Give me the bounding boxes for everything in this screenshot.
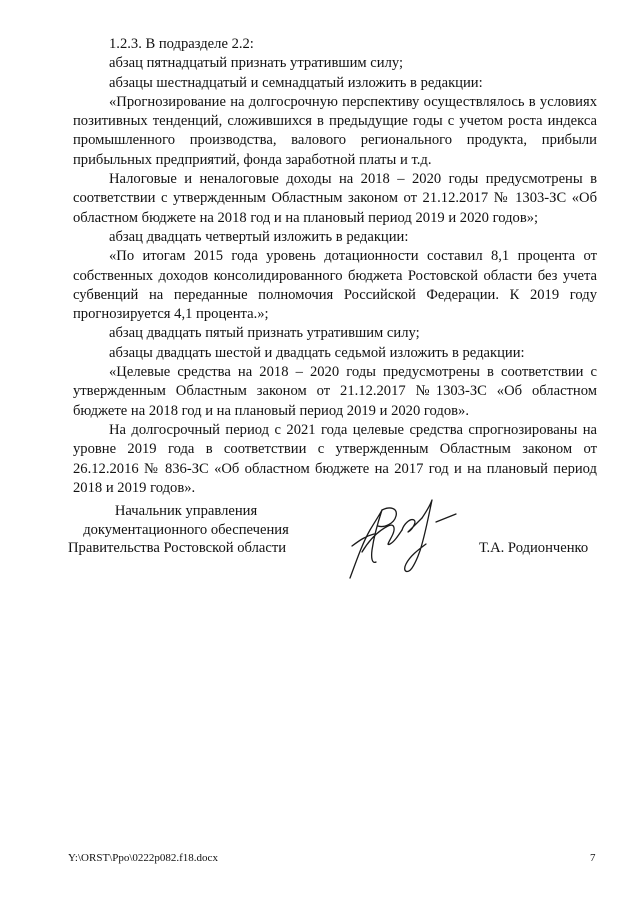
footer-page-number: 7 bbox=[590, 852, 596, 864]
position-line: документационного обеспечения bbox=[83, 521, 289, 538]
paragraph-amendment: абзацы двадцать шестой и двадцать седьмой изложить в редакции: bbox=[109, 344, 525, 361]
paragraph-amendment: абзацы шестнадцатый и семнадцатый изложить в редакции: bbox=[109, 74, 483, 91]
position-line: Начальник управления bbox=[114, 503, 258, 519]
paragraph-amendment: абзац двадцать пятый признать утратившим силу; bbox=[109, 325, 420, 342]
paragraph-quoted-text: «Прогнозирование на долгосрочную перспективу осуществлялось в условиях позитивных тенденций, сложившихся в предыдущие годы с учетом роста индекса промышленного производства, валового регионального продукта, прибыли прибыльных предприятий, фонда заработной платы и т.д. bbox=[73, 93, 597, 168]
paragraph-quoted-text: На долгосрочный период с 2021 года целевые средства спрогнозированы на уровне 2019 года в соответствии с утвержденным Областным законом от 26.12.2016 № 836-ЗС «Об областном бюджете на 2017 год и на плановый период 2018 и 2019 годов». bbox=[73, 421, 597, 496]
paragraph-section-heading: 1.2.3. В подразделе 2.2: bbox=[109, 36, 254, 52]
paragraph-quoted-text: «Целевые средства на 2018 – 2020 годы предусмотрены в соответствии с утвержденным Областным законом от 21.12.2017 №1303-ЗС «Об областном бюджете на 2018 год и на плановый период 2019 и 2020 годов». bbox=[73, 364, 597, 419]
handwritten-signature bbox=[332, 492, 462, 584]
signatory-position bbox=[66, 502, 306, 558]
position-line: Правительства Ростовской области bbox=[68, 540, 287, 556]
paragraph-amendment: абзац двадцать четвертый изложить в редакции: bbox=[109, 228, 409, 245]
footer-file-path: Y:\ORST\Ppo\0222p082.f18.docx bbox=[68, 852, 218, 864]
document-body bbox=[73, 35, 597, 498]
signatory-name: Т.А. Родионченко bbox=[479, 540, 589, 556]
paragraph-amendment: абзац пятнадцатый признать утратившим силу; bbox=[109, 55, 404, 72]
paragraph-quoted-text: Налоговые и неналоговые доходы на 2018 – 2020 годы предусмотрены в соответствии с утвержденным Областным законом от 21.12.2017 № 1303-ЗС «Об областном бюджете на 2018 год и на плановый период 2019 и 2020 годов»; bbox=[73, 171, 597, 226]
paragraph-quoted-text: «По итогам 2015 года уровень дотационности составил 8,1 процента от собственных доходов консолидированного бюджета Ростовской области без учета субвенций на переданные полномочия Российской Федерации. К 2019 году прогнозируется 4,1 процента.»; bbox=[73, 248, 597, 323]
